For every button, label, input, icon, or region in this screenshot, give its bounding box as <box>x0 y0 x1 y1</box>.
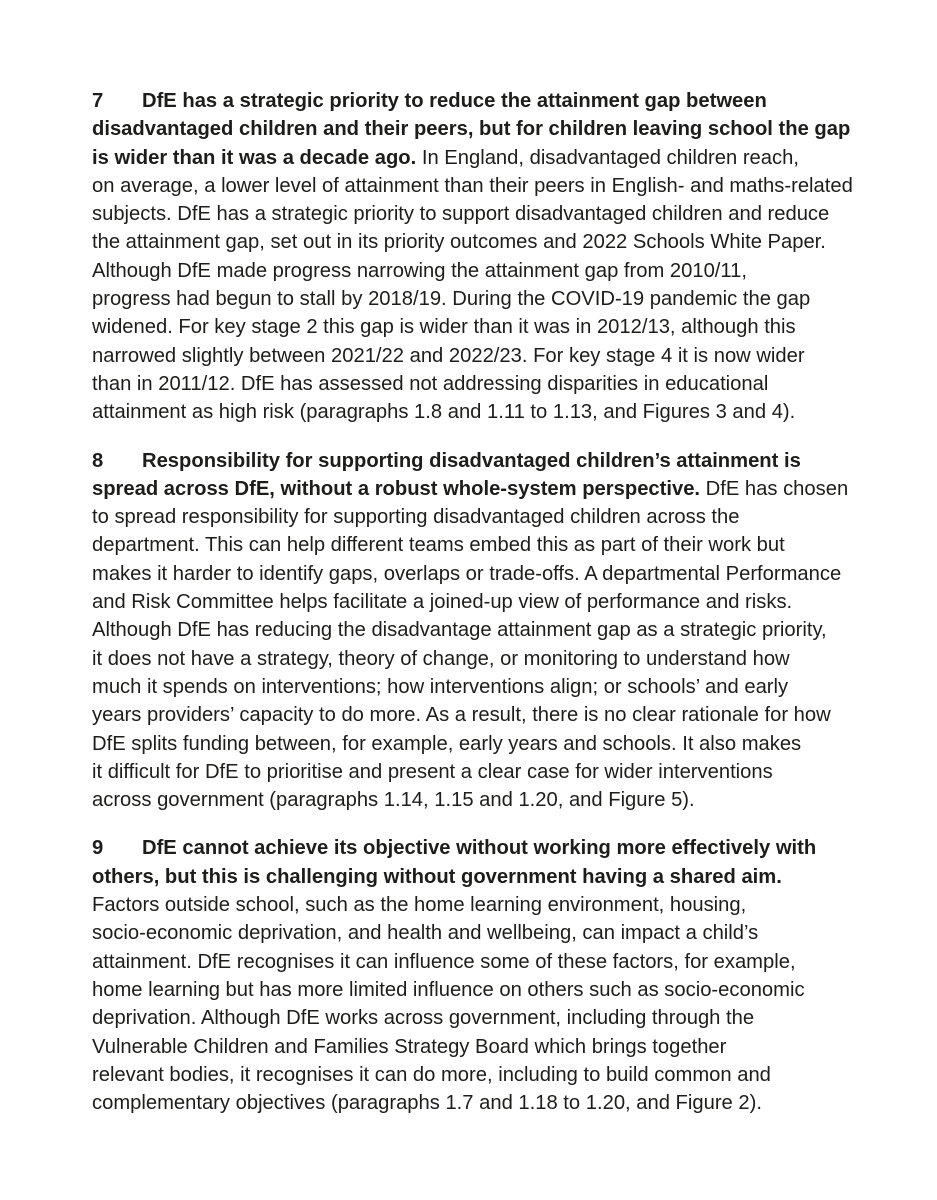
paragraph-heading: disadvantaged children and their peers, but for children leaving school the gap <box>92 118 851 141</box>
paragraph-text: DfE splits funding between, for example, early years and schools. It also makes <box>92 732 802 755</box>
paragraph-line <box>92 475 907 503</box>
paragraph-text: it difficult for DfE to prioritise and present a clear case for wider interventions <box>92 760 773 783</box>
paragraph-text: to spread responsibility for supporting disadvantaged children across the <box>92 506 740 529</box>
paragraph-text: widened. For key stage 2 this gap is wider than it was in 2012/13, although this <box>92 316 796 339</box>
paragraph-text: socio-economic deprivation, and health and wellbeing, can impact a child’s <box>92 922 759 945</box>
paragraph-heading: Responsibility for supporting disadvantaged children’s attainment is <box>142 449 801 472</box>
paragraph-text: attainment. DfE recognises it can influence some of these factors, for example, <box>92 950 796 973</box>
paragraph-heading: spread across DfE, without a robust whole-system perspective. <box>92 477 701 500</box>
paragraph-text: subjects. DfE has a strategic priority to support disadvantaged children and reduce <box>92 203 830 226</box>
paragraph-text: attainment as high risk (paragraphs 1.8 and 1.11 to 1.13, and Figures 3 and 4). <box>92 401 796 424</box>
paragraph-line <box>92 834 907 862</box>
paragraph-text: home learning but has more limited influence on others such as socio-economic <box>92 978 805 1001</box>
paragraph-text: the attainment gap, set out in its priority outcomes and 2022 Schools White Paper. <box>92 231 826 254</box>
paragraph-text: Although DfE has reducing the disadvantage attainment gap as a strategic priority, <box>92 619 827 642</box>
paragraph-number: 9 <box>92 837 104 860</box>
paragraph-text: across government (paragraphs 1.14, 1.15 and 1.20, and Figure 5). <box>92 789 695 812</box>
paragraph-text: DfE has chosen <box>700 477 849 500</box>
paragraph-text: Although DfE made progress narrowing the attainment gap from 2010/11, <box>92 259 747 282</box>
paragraph-heading: others, but this is challenging without government having a shared aim. <box>92 865 782 888</box>
paragraph-text: narrowed slightly between 2021/22 and 2022/23. For key stage 4 it is now wider <box>92 344 805 367</box>
paragraph-number: 7 <box>92 90 104 112</box>
paragraph-text: In England, disadvantaged children reach, <box>416 146 799 169</box>
paragraph-heading: DfE has a strategic priority to reduce the attainment gap between <box>142 90 767 112</box>
paragraph-text: deprivation. Although DfE works across government, including through the <box>92 1007 755 1030</box>
paragraph-text: Factors outside school, such as the home learning environment, housing, <box>92 894 747 917</box>
paragraph-text: and Risk Committee helps facilitate a joined-up view of performance and risks. <box>92 591 793 614</box>
paragraph-text: makes it harder to identify gaps, overlaps or trade-offs. A departmental Performance <box>92 562 842 585</box>
paragraph-text: on average, a lower level of attainment than their peers in English- and maths-related <box>92 174 853 197</box>
paragraph-8 <box>92 447 907 815</box>
paragraph-line <box>92 87 907 115</box>
paragraph-text: much it spends on interventions; how interventions align; or schools’ and early <box>92 675 789 698</box>
paragraph-text: progress had begun to stall by 2018/19. During the COVID-19 pandemic the gap <box>92 288 811 311</box>
paragraph-text: department. This can help different teams embed this as part of their work but <box>92 534 785 557</box>
paragraph-9 <box>92 834 907 1117</box>
paragraph-text: it does not have a strategy, theory of change, or monitoring to understand how <box>92 647 790 670</box>
paragraph-line <box>92 144 907 172</box>
paragraph-number: 8 <box>92 449 104 472</box>
paragraph-text: relevant bodies, it recognises it can do more, including to build common and <box>92 1063 771 1086</box>
paragraph-text: Vulnerable Children and Families Strategy Board which brings together <box>92 1035 727 1058</box>
paragraph-heading: is wider than it was a decade ago. <box>92 146 417 169</box>
paragraph-text: complementary objectives (paragraphs 1.7 and 1.18 to 1.20, and Figure 2). <box>92 1092 762 1115</box>
paragraph-line <box>92 447 907 475</box>
paragraph-7 <box>92 87 907 427</box>
paragraph-text: years providers’ capacity to do more. As a result, there is no clear rationale for how <box>92 704 831 727</box>
paragraph-text: than in 2011/12. DfE has assessed not addressing disparities in educational <box>92 372 769 395</box>
paragraph-heading: DfE cannot achieve its objective without working more effectively with <box>142 837 817 860</box>
